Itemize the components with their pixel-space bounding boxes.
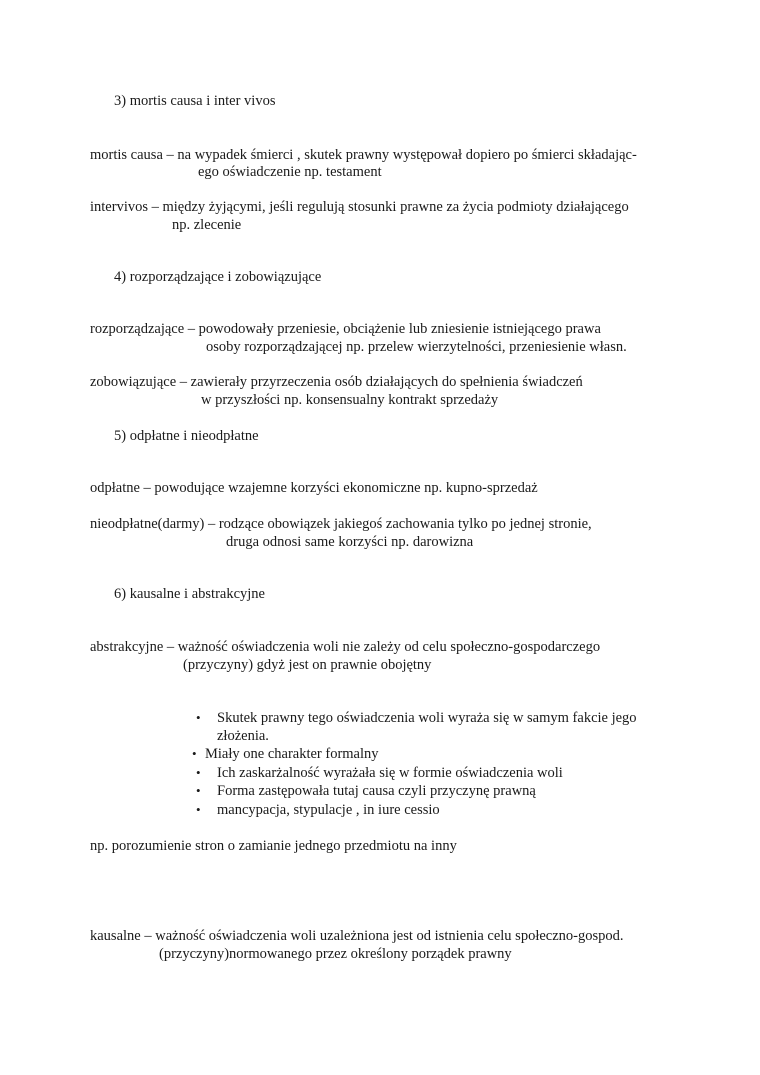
list-item: Forma zastępowała tutaj causa czyli przyczynę prawną [217,783,536,799]
definition-zobowiazujace-cont: w przyszłości np. konsensualny kontrakt sprzedaży [201,392,499,408]
definition-intervivos-cont: np. zlecenie [172,217,242,233]
heading-4: 4) rozporządzające i zobowiązujące [114,269,322,285]
heading-3: 3) mortis causa i inter vivos [114,93,276,109]
bullet-icon: • [196,710,201,725]
definition-zobowiazujace: zobowiązujące – zawierały przyrzeczenia osób działających do spełnienia świadczeń [90,374,583,390]
bullet-icon: • [196,802,201,817]
definition-rozporzadzajace: rozporządzające – powodowały przeniesie, obciążenie lub zniesienie istniejącego prawa [90,321,601,337]
list-item: Miały one charakter formalny [205,746,379,762]
definition-abstrakcyjne: abstrakcyjne – ważność oświadczenia woli nie zależy od celu społeczno-gospodarczego [90,639,601,655]
bullet-icon: • [196,783,201,798]
definition-nieodplatne: nieodpłatne(darmy) – rodzące obowiązek jakiegoś zachowania tylko po jednej stronie, [90,516,592,532]
example-text: np. porozumienie stron o zamianie jednego przedmiotu na inny [90,838,457,854]
definition-intervivos: intervivos – między żyjącymi, jeśli regulują stosunki prawne za życia podmioty działającego [90,199,629,215]
bullet-icon: • [192,746,197,761]
heading-5: 5) odpłatne i nieodpłatne [114,428,259,444]
definition-abstrakcyjne-cont: (przyczyny) gdyż jest on prawnie obojętny [183,657,432,673]
list-item: Skutek prawny tego oświadczenia woli wyraża się w samym fakcie jego [217,710,637,726]
definition-rozporzadzajace-cont: osoby rozporządzającej np. przelew wierzytelności, przeniesienie własn. [206,339,627,355]
definition-mortis-causa-cont: ego oświadczenie np. testament [198,164,382,180]
definition-mortis-causa: mortis causa – na wypadek śmierci , skutek prawny występował dopiero po śmierci składając- [90,147,637,163]
definition-kausalne: kausalne – ważność oświadczenia woli uzależniona jest od istnienia celu społeczno-gospod. [90,928,624,944]
list-item: mancypacja, stypulacje , in iure cessio [217,802,440,818]
bullet-icon: • [196,765,201,780]
definition-odplatne: odpłatne – powodujące wzajemne korzyści ekonomiczne np. kupno-sprzedaż [90,480,538,496]
definition-kausalne-cont: (przyczyny)normowanego przez określony porządek prawny [159,946,512,962]
list-item: Ich zaskarżalność wyrażała się w formie oświadczenia woli [217,765,563,781]
heading-6: 6) kausalne i abstrakcyjne [114,586,265,602]
definition-nieodplatne-cont: druga odnosi same korzyści np. darowizna [226,534,474,550]
list-item-cont: złożenia. [217,728,269,744]
